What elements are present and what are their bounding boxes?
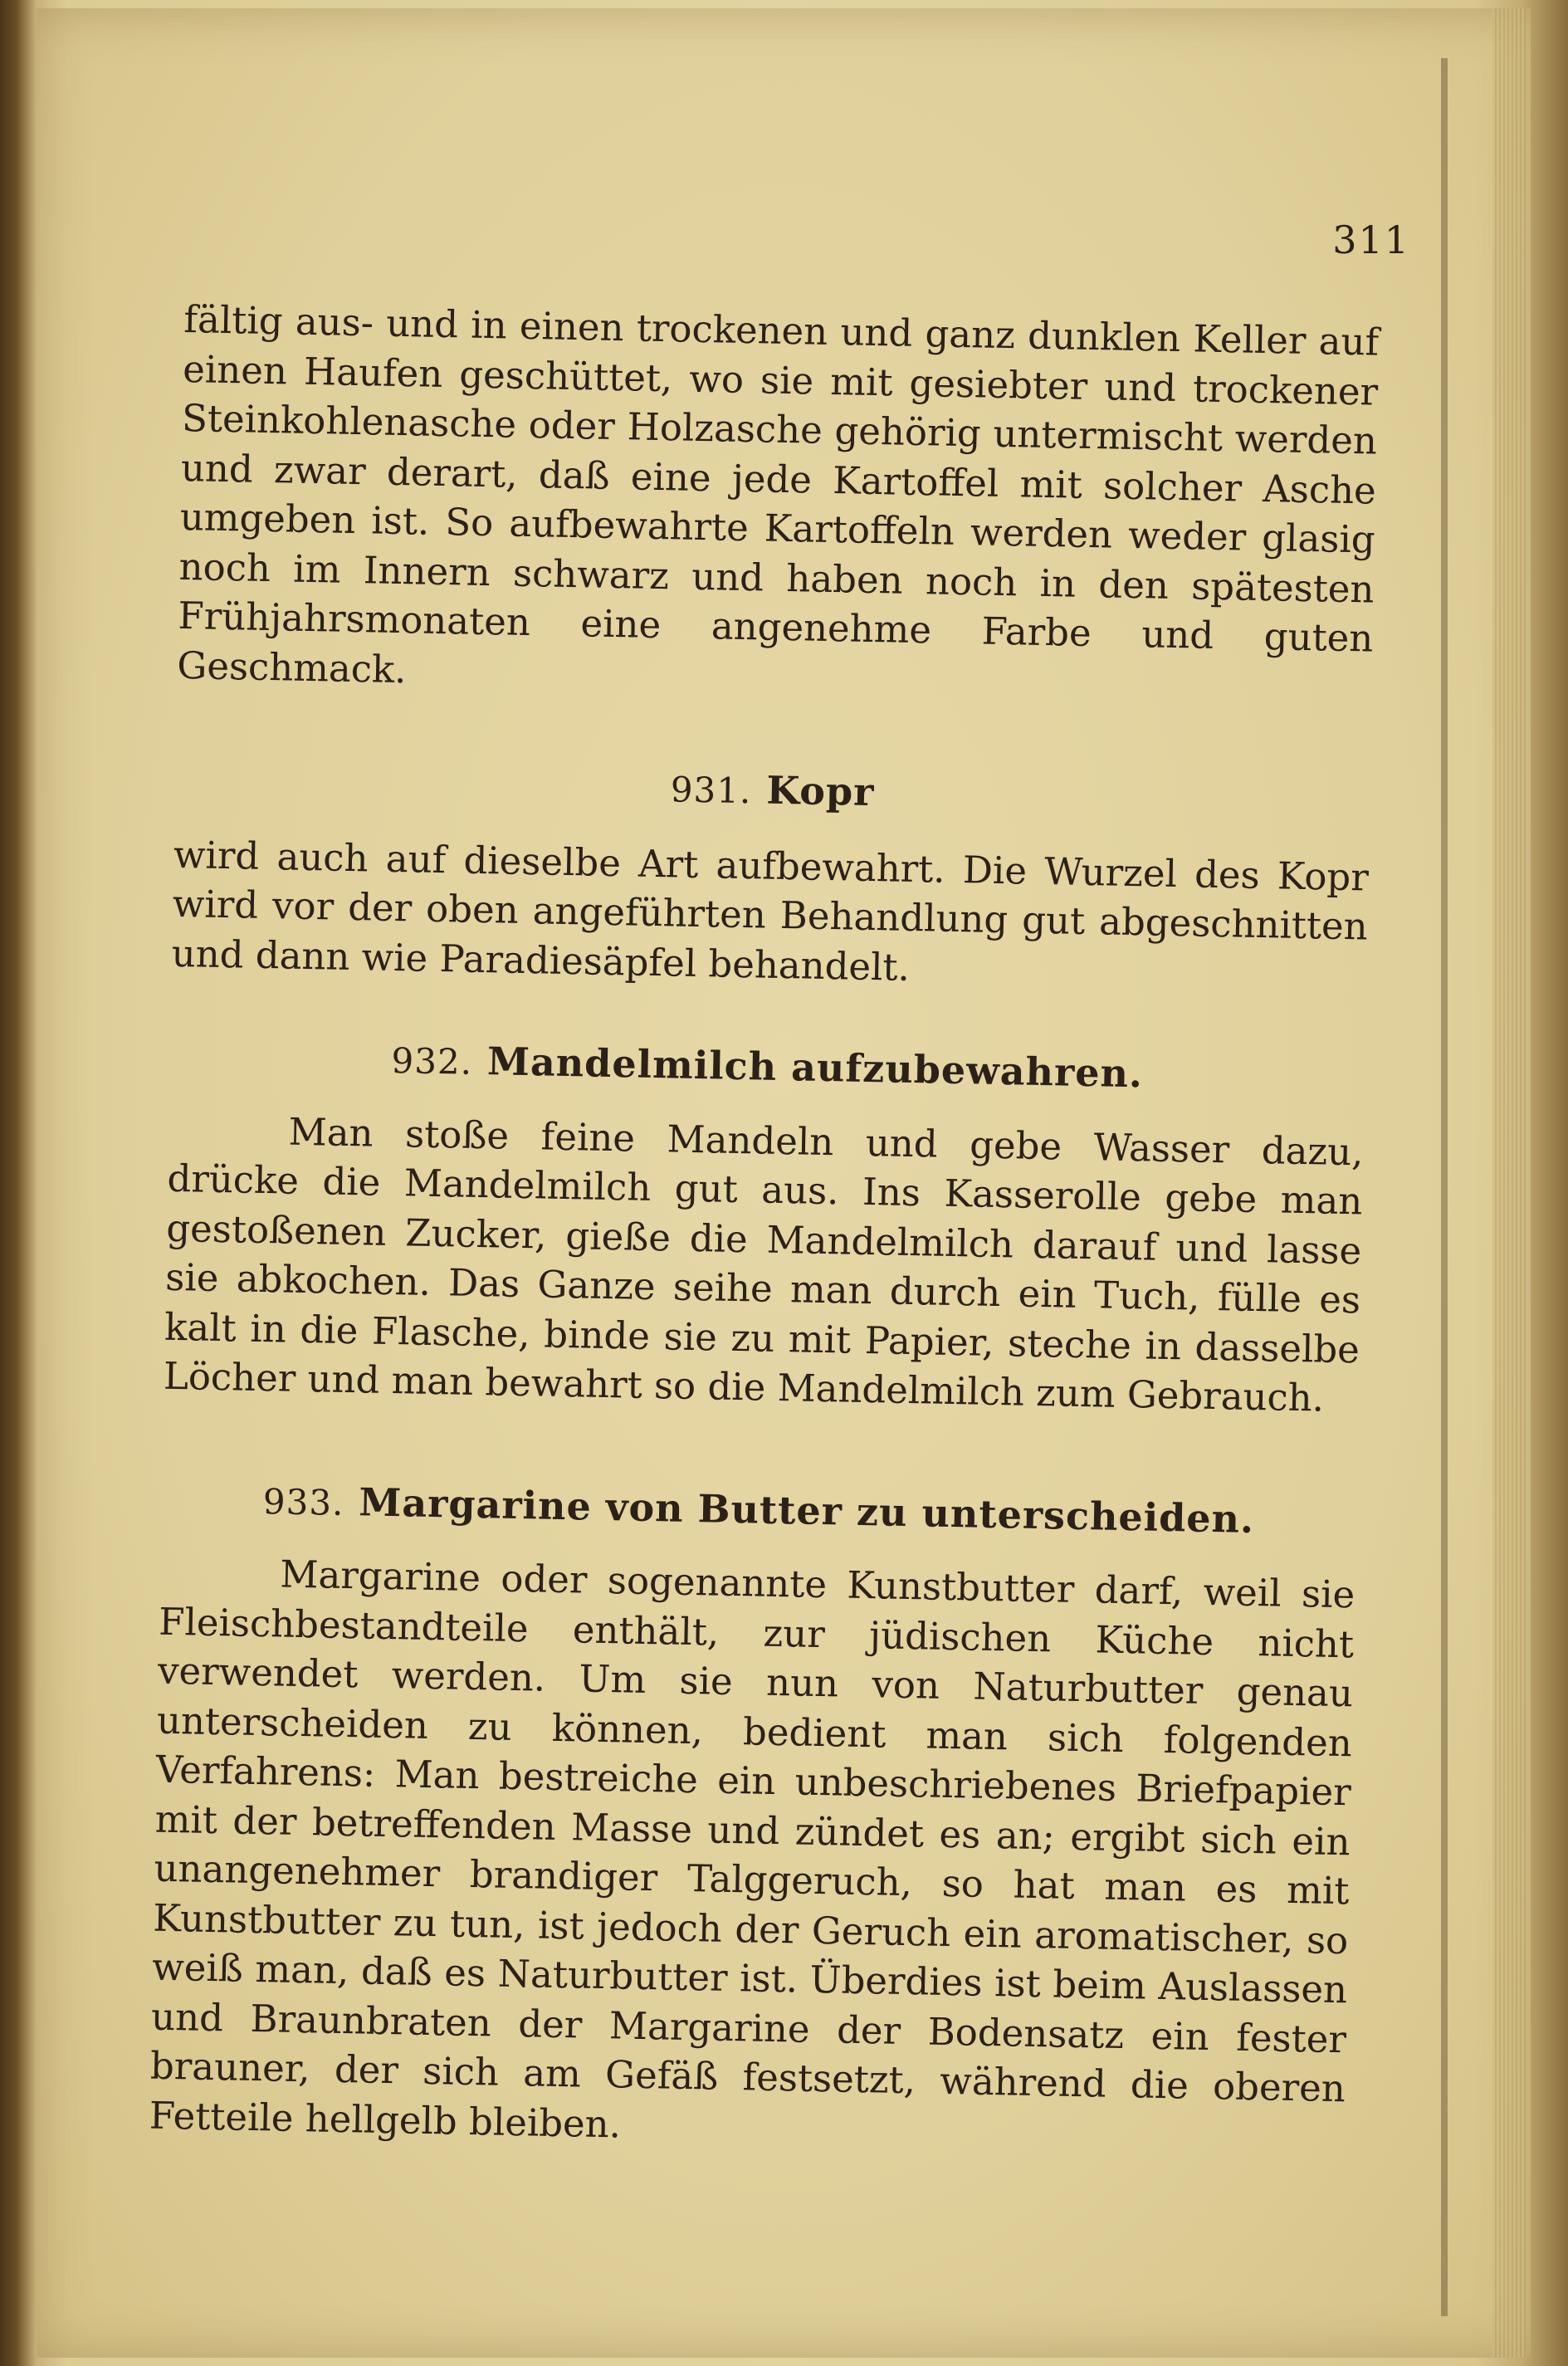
section-text-933: Margarine oder sogenannte Kunstbutter darf, weil sie Fleischbestandteile enthält, zur jüdischen Küche nicht verwendet werden. Um sie nun von Naturbutter genau unterscheiden zu können, bedient man sich folgenden Verfahrens: Man bestreiche ein unbeschriebenes Briefpapier mit der betreffenden Masse und zündet es an; ergibt sich ein unangenehmer brandiger Talggeruch, so hat man es mit Kunstbutter zu tun, ist jedoch der Geruch ein aromatischer, so weiß man, daß es Naturbutter ist. Überdies ist beim Auslassen und Braunbraten der Margarine der Bodensatz ein fester brauner, der sich am Gefäß festsetzt, während die oberen Fetteile hellgelb bleiben. xyxy=(149,1552,1356,2146)
section-title: Mandelmilch aufzubewahren. xyxy=(486,1039,1144,1097)
page-number: 311 xyxy=(1332,218,1410,262)
section-heading-932 xyxy=(169,1031,1365,1104)
page-edge xyxy=(1492,8,1526,2358)
section-title: Kopr xyxy=(765,767,875,815)
binding-shadow xyxy=(1441,58,1448,2316)
section-number: 932. xyxy=(391,1039,473,1083)
continuation-paragraph: fältig aus- und in einen trockenen und ganz dunklen Keller auf einen Haufen geschüttet, wo sie mit gesiebter und trockener Steinkohlenasche oder Holzasche gehörig untermischt werden und zwar derart, daß eine jede Kartoffel mit solcher Asche umgeben ist. So aufbewahrte Kartoffeln werden weder glasig noch im Innern schwarz und haben noch in den spätesten Frühjahrsmonaten eine angenehme Farbe und guten Geschmack. xyxy=(176,296,1380,692)
section-text-931: wird auch auf dieselbe Art aufbewahrt. Die Wurzel des Kopr wird vor der oben angeführten Behandlung gut abgeschnitten und dann wie Paradiesäpfel behandelt. xyxy=(171,832,1370,990)
section-text-932: Man stoße feine Mandeln und gebe Wasser dazu, drücke die Mandelmilch gut aus. Ins Kasserolle gebe man gestoßenen Zucker, gieße die Mandelmilch darauf und lasse sie abkochen. Das Ganze seihe man durch ein Tuch, fülle es kalt in die Flasche, binde sie zu mit Papier, steche in dasselbe Löcher und man bewahrt so die Mandelmilch zum Gebrauch. xyxy=(163,1109,1364,1420)
section-heading-933 xyxy=(161,1474,1357,1547)
section-heading-931 xyxy=(174,755,1370,828)
section-number: 933. xyxy=(262,1480,344,1523)
section-number: 931. xyxy=(670,769,752,812)
section-title: Margarine von Butter zu unterscheiden. xyxy=(358,1479,1255,1542)
page-content xyxy=(149,295,1379,2163)
